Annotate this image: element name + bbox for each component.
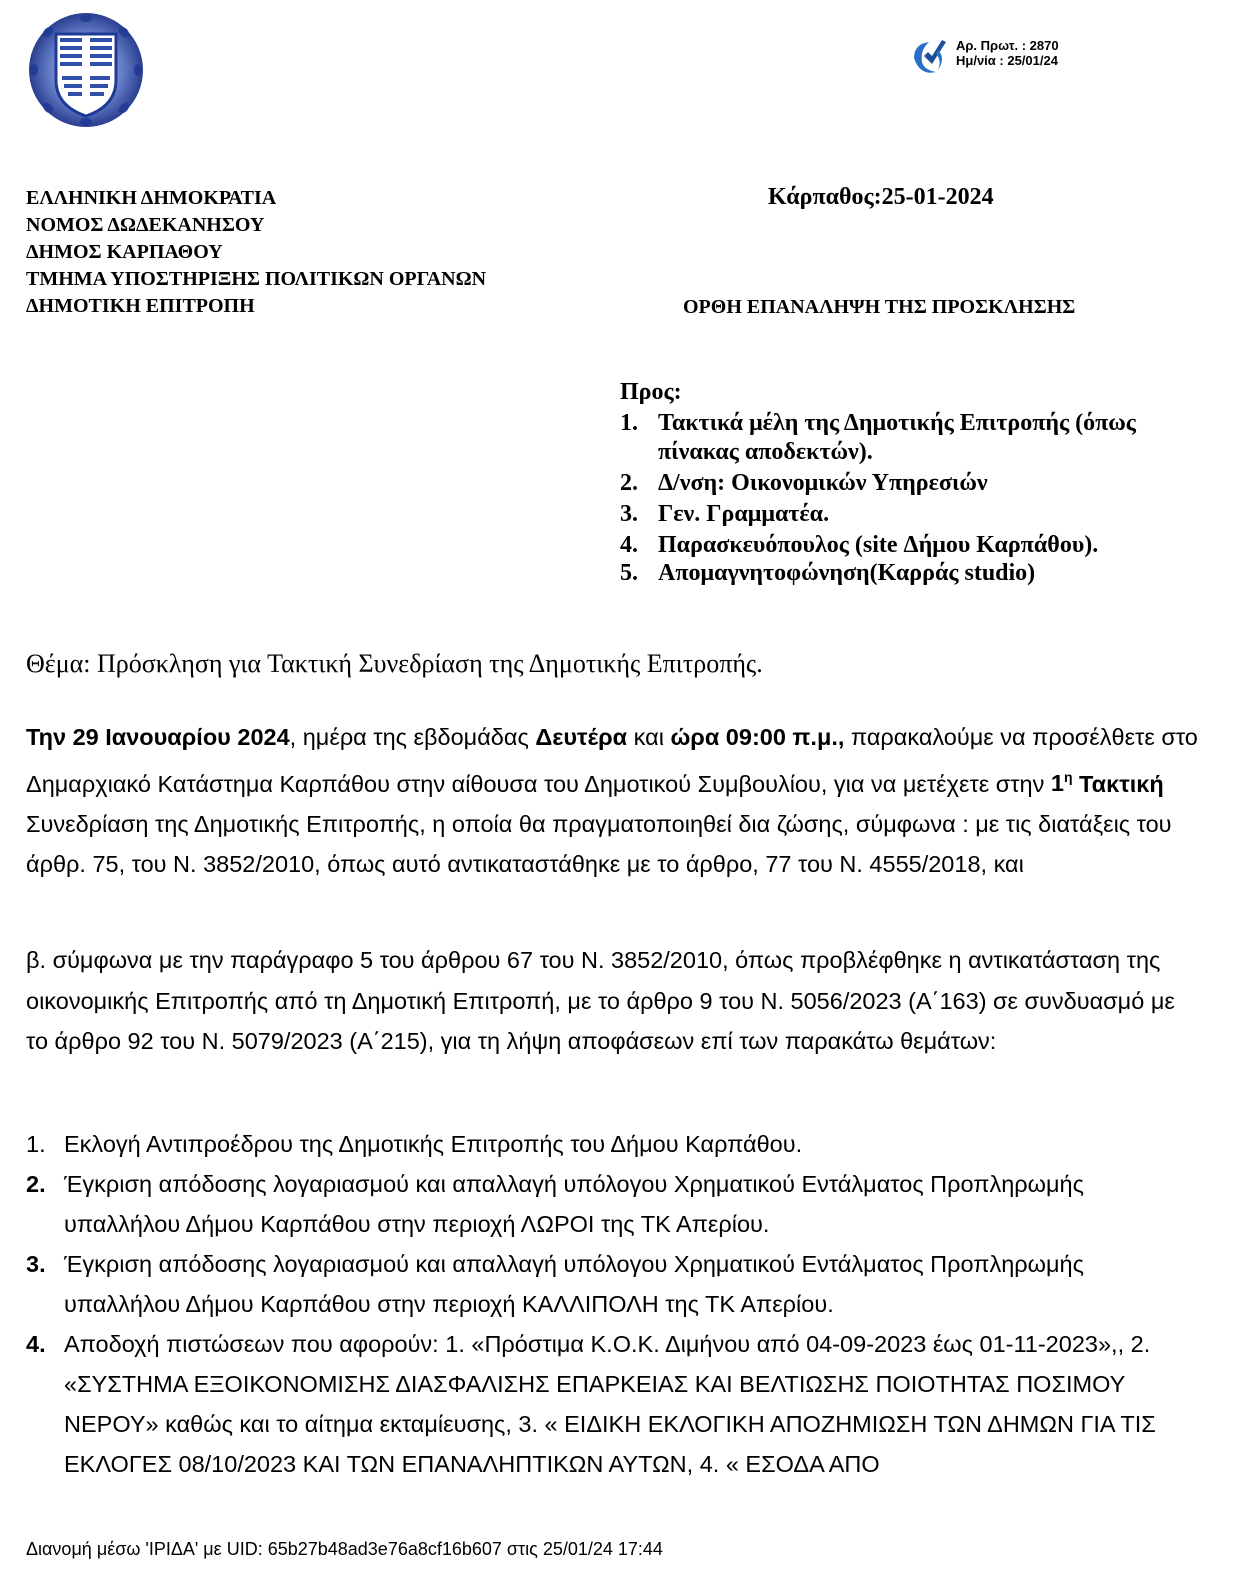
place-date: Κάρπαθος:25-01-2024 bbox=[768, 184, 994, 210]
meeting-time: ώρα 09:00 π.μ., bbox=[670, 724, 845, 750]
agenda-text: Έγκριση απόδοσης λογαριασμού και απαλλαγή υπόλογου Χρηματικού Εντάλματος Προπληρωμής υπαλλήλου Δήμου Καρπάθου στην περιοχή ΛΩΡΟΙ της ΤΚ Απερίου. bbox=[64, 1171, 1084, 1237]
recipient-item bbox=[620, 500, 1220, 529]
agenda-number: 1. bbox=[26, 1131, 46, 1157]
recipient-item bbox=[620, 469, 1220, 498]
subject-line: Θέμα: Πρόσκληση για Τακτική Συνεδρίαση της Δημοτικής Επιτροπής. bbox=[26, 649, 763, 678]
agenda-number: 4. bbox=[26, 1331, 46, 1357]
agenda-item bbox=[26, 1164, 1196, 1244]
agenda-text: Έγκριση απόδοσης λογαριασμού και απαλλαγή υπόλογου Χρηματικού Εντάλματος Προπληρωμής υπαλλήλου Δήμου Καρπάθου στην περιοχή ΚΑΛΛΙΠΟΛΗ της ΤΚ Απερίου. bbox=[64, 1251, 1084, 1317]
agenda-item bbox=[26, 1324, 1196, 1484]
recipient-item bbox=[620, 533, 1220, 557]
recipient-text: Απομαγνητοφώνηση(Καρράς studio) bbox=[658, 560, 1036, 586]
recipient-number: 4. bbox=[620, 532, 638, 558]
invitation-paragraph bbox=[26, 717, 1201, 885]
recipient-text: Τακτικά μέλη της Δημοτικής Επιτροπής (όπως πίνακας αποδεκτών). bbox=[658, 410, 1136, 465]
recipient-item bbox=[620, 559, 1220, 588]
agenda-number: 3. bbox=[26, 1251, 46, 1277]
meeting-date: Την 29 Ιανουαρίου 2024 bbox=[26, 724, 290, 750]
recipient-item bbox=[620, 409, 1220, 467]
recipient-number: 3. bbox=[620, 501, 638, 527]
recipient-number: 5. bbox=[620, 560, 638, 586]
paragraph-text: και bbox=[627, 724, 671, 750]
iris-logo-icon bbox=[908, 36, 950, 78]
agenda-item bbox=[26, 1124, 1196, 1164]
agenda-topics bbox=[26, 1124, 1196, 1484]
recipient-text: Γεν. Γραμματέα. bbox=[658, 501, 830, 527]
correction-notice: ΟΡΘΗ ΕΠΑΝΑΛΗΨΗ ΤΗΣ ΠΡΟΣΚΛΗΣΗΣ bbox=[683, 296, 1076, 318]
header-line: ΔΗΜΟΤΙΚΗ ΕΠΙΤΡΟΠΗ bbox=[26, 295, 255, 317]
agenda-item bbox=[26, 1244, 1196, 1324]
paragraph-text: , ημέρα της εβδομάδας bbox=[289, 724, 536, 750]
authority-header bbox=[26, 185, 486, 320]
agenda-number: 2. bbox=[26, 1171, 46, 1197]
header-line: ΕΛΛΗΝΙΚΗ ΔΗΜΟΚΡΑΤΙΑ bbox=[26, 187, 277, 209]
distribution-footer: Διανομή μέσω 'ΙΡΙΔΑ' με UID: 65b27b48ad3e76a8cf16b607 στις 25/01/24 17:44 bbox=[26, 1539, 663, 1559]
recipients-label: Προς: bbox=[620, 379, 682, 405]
agenda-text: Εκλογή Αντιπροέδρου της Δημοτικής Επιτροπής του Δήμου Καρπάθου. bbox=[64, 1131, 803, 1157]
paragraph-text: Συνεδρίαση της Δημοτικής Επιτροπής, η οποία θα πραγματοποιηθεί δια ζώσης, σύμφωνα : με τις διατάξεις του άρθρ. 75, του Ν. 3852/2010, όπως αυτό αντικαταστάθηκε με το άρθρο, 77 του Ν. 4555/2018, και bbox=[26, 810, 1172, 878]
legal-basis-paragraph: β. σύμφωνα με την παράγραφο 5 του άρθρου 67 του Ν. 3852/2010, όπως προβλέφθηκε η αντικατάσταση της οικονομικής Επιτροπής από τη Δημοτική Επιτροπή, με το άρθρο 9 του Ν. 5056/2023 (Α΄163) σε συνδυασμό με το άρθρο 92 του Ν. 5079/2023 (Α΄215), για τη λήψη αποφάσεων επί των παρακάτω θεμάτων: bbox=[26, 947, 1175, 1054]
meeting-day: Δευτέρα bbox=[535, 724, 628, 750]
protocol-date: Ημ/νία : 25/01/24 bbox=[956, 53, 1058, 68]
session-number: $1^\eta$ bbox=[1050, 769, 1073, 797]
protocol-stamp bbox=[908, 36, 1108, 86]
recipient-text: Παρασκευόπουλος (site Δήμου Καρπάθου). bbox=[658, 532, 1099, 558]
session-superscript: η bbox=[1063, 769, 1073, 786]
agenda-text: Αποδοχή πιστώσεων που αφορούν: 1. «Πρόστιμα Κ.Ο.Κ. Διμήνου από 04-09-2023 έως 01-11-2023»,, 2. «ΣΥΣΤΗΜΑ ΕΞΟΙΚΟΝΟΜΙΣΗΣ ΔΙΑΣΦΑΛΙΣΗΣ ΕΠΑΡΚΕΙΑΣ ΚΑΙ ΒΕΛΤΙΩΣΗΣ ΠΟΙΟΤΗΤΑΣ ΠΟΣΙΜΟΥ ΝΕΡΟΥ» καθώς και το αίτημα εκταμίευσης, 3. « ΕΙΔΙΚΗ ΕΚΛΟΓΙΚΗ ΑΠΟΖΗΜΙΩΣΗ ΤΩΝ ΔΗΜΩΝ ΓΙΑ ΤΙΣ ΕΚΛΟΓΕΣ 08/10/2023 ΚΑΙ ΤΩΝ ΕΠΑΝΑΛΗΠΤΙΚΩΝ ΑΥΤΩΝ, 4. « ΕΣΟΔΑ ΑΠΟ bbox=[64, 1331, 1156, 1477]
header-line: ΝΟΜΟΣ ΔΩΔΕΚΑΝΗΣΟΥ bbox=[26, 214, 265, 236]
protocol-number: Αρ. Πρωτ. : 2870 bbox=[956, 38, 1059, 53]
recipient-number: 2. bbox=[620, 470, 638, 496]
paragraph-text: παρακαλούμε να προσέλθετε στο Δημαρχιακό Κατάστημα Καρπάθου στην αίθουσα του Δημοτικού Συμβουλίου, για να μετέχετε στην bbox=[26, 724, 1198, 797]
session-type: Τακτική bbox=[1072, 770, 1164, 797]
recipient-number: 1. bbox=[620, 410, 638, 436]
header-line: ΔΗΜΟΣ ΚΑΡΠΑΘΟΥ bbox=[26, 241, 223, 263]
header-line: ΤΜΗΜΑ ΥΠΟΣΤΗΡΙΞΗΣ ΠΟΛΙΤΙΚΩΝ ΟΡΓΑΝΩΝ bbox=[26, 268, 487, 290]
coat-of-arms-emblem bbox=[26, 10, 146, 130]
recipient-text: Δ/νση: Οικονομικών Υπηρεσιών bbox=[658, 470, 988, 496]
recipients-block bbox=[620, 378, 1220, 588]
